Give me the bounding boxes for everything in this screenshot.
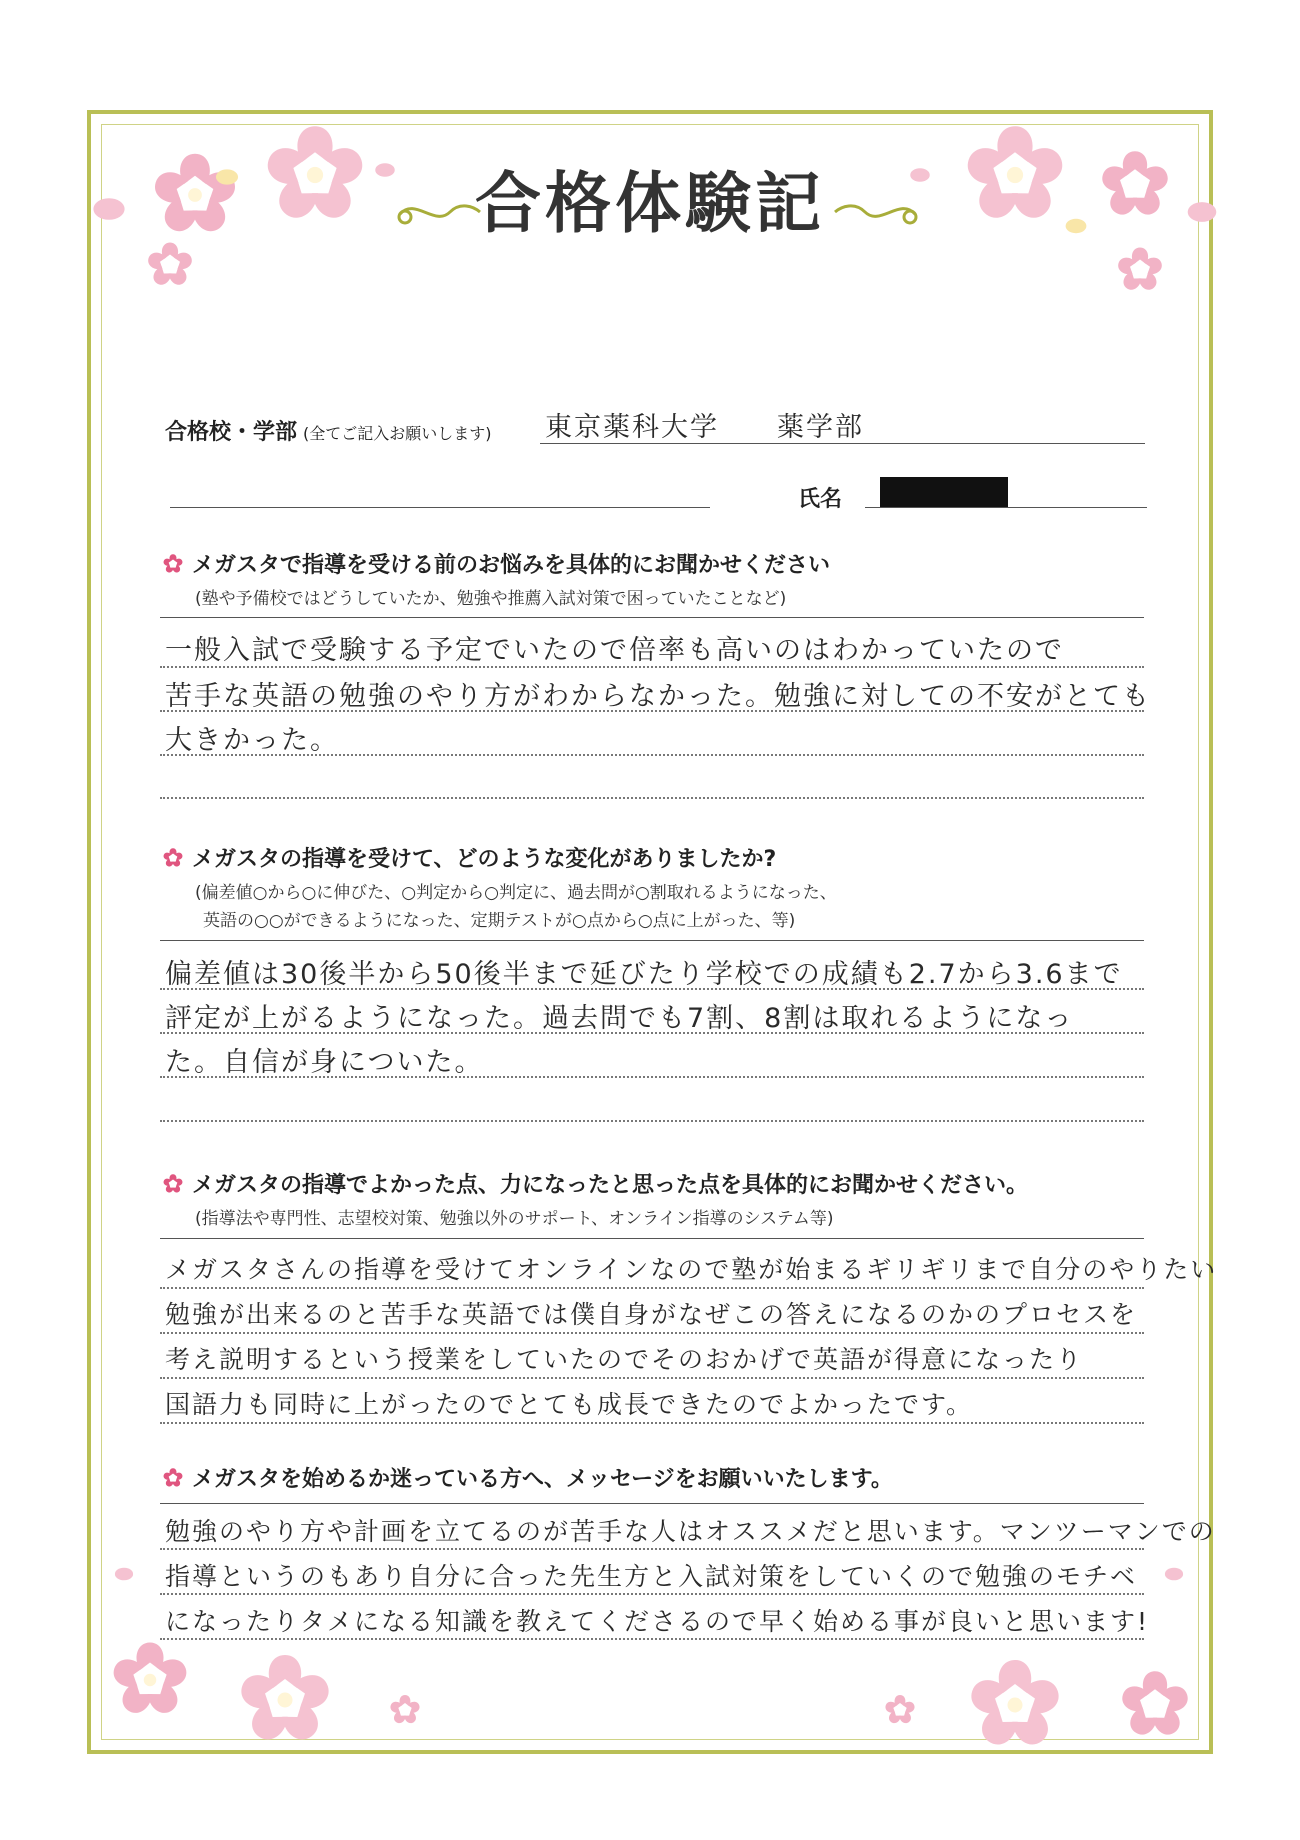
ruled-line xyxy=(160,988,1144,990)
sakura-flower-icon xyxy=(880,1690,920,1730)
school-line-2 xyxy=(170,507,710,508)
sakura-petal-icon xyxy=(1160,1560,1188,1588)
sakura-flower-icon xyxy=(1110,1660,1200,1750)
sakura-petal-icon xyxy=(110,1560,138,1588)
ruled-line xyxy=(160,1032,1144,1034)
ruled-line xyxy=(160,1548,1144,1550)
sakura-bullet-icon xyxy=(160,1171,186,1197)
ruled-line xyxy=(160,1120,1144,1122)
ruled-line xyxy=(160,1377,1144,1379)
section-2-top-line xyxy=(160,940,1144,941)
question-2-sub-2: 英語の○○ができるようになった、定期テストが○点から○点に上がった、等) xyxy=(203,911,796,931)
question-3-heading xyxy=(160,1168,1028,1199)
question-2-text: メガスタの指導を受けて、どのような変化がありましたか? xyxy=(192,847,777,872)
ruled-line xyxy=(160,1332,1144,1334)
school-label-text: 合格校・学部 xyxy=(165,420,298,445)
answer-3-line-1: メガスタさんの指導を受けてオンラインなので塾が始まるギリギリまで自分のやりたい xyxy=(165,1255,1218,1284)
sakura-flower-icon xyxy=(1110,240,1170,300)
question-1-sub: (塾や予備校ではどうしていたか、勉強や推薦入試対策で困っていたことなど) xyxy=(195,589,787,609)
question-3-text: メガスタの指導でよかった点、力になったと思った点を具体的にお聞かせください。 xyxy=(192,1173,1029,1198)
name-line xyxy=(865,507,1147,508)
question-4-heading xyxy=(160,1462,893,1493)
answer-1-line-3: 大きかった。 xyxy=(165,725,339,756)
answer-2-line-3: た。自信が身についた。 xyxy=(165,1047,484,1078)
school-value: 東京薬科大学 薬学部 xyxy=(545,412,864,443)
answer-1-line-1: 一般入試で受験する予定でいたので倍率も高いのはわかっていたので xyxy=(165,635,1064,666)
sakura-flower-icon xyxy=(385,1690,425,1730)
ruled-line xyxy=(160,754,1144,756)
school-note: (全てご記入お願いします) xyxy=(303,424,492,443)
school-label xyxy=(165,415,492,446)
question-2-heading xyxy=(160,842,776,873)
ruled-line xyxy=(160,1638,1144,1640)
sakura-bullet-icon xyxy=(160,1465,186,1491)
ruled-line xyxy=(160,1593,1144,1595)
ruled-line xyxy=(160,1422,1144,1424)
certificate-sheet xyxy=(87,110,1213,1754)
answer-2-line-1: 偏差値は30後半から50後半まで延びたり学校での成績も2.7から3.6まで xyxy=(165,959,1123,990)
inner-border xyxy=(101,124,1199,1740)
ruled-line xyxy=(160,710,1144,712)
question-1-text: メガスタで指導を受ける前のお悩みを具体的にお聞かせください xyxy=(192,553,831,578)
answer-3-line-3: 考え説明するという授業をしていたのでそのおかげで英語が得意になったり xyxy=(165,1345,1084,1374)
answer-3-line-2: 勉強が出来るのと苦手な英語では僕自身がなぜこの答えになるのかのプロセスを xyxy=(165,1300,1138,1329)
question-2-sub-1: (偏差値○から○に伸びた、○判定から○判定に、過去問が○割取れるようになった、 xyxy=(195,883,837,903)
sakura-bullet-icon xyxy=(160,845,186,871)
name-label: 氏名 xyxy=(798,487,843,512)
page-title: 合格体験記 xyxy=(475,164,825,242)
ruled-line xyxy=(160,666,1144,668)
section-3-top-line xyxy=(160,1238,1144,1239)
sakura-bullet-icon xyxy=(160,551,186,577)
ruled-line xyxy=(160,1076,1144,1078)
sakura-flower-icon xyxy=(225,1640,345,1760)
answer-2-line-2: 評定が上がるようになった。過去問でも7割、8割は取れるようになっ xyxy=(165,1003,1074,1034)
sakura-flower-icon xyxy=(955,1645,1075,1765)
answer-4-line-2: 指導というのもあり自分に合った先生方と入試対策をしていくので勉強のモチベ xyxy=(165,1562,1138,1591)
answer-4-line-1: 勉強のやり方や計画を立てるのが苦手な人はオススメだと思います。マンツーマンでの xyxy=(165,1517,1216,1546)
question-1-heading xyxy=(160,548,830,579)
answer-3-line-4: 国語力も同時に上がったのでとても成長できたのでよかったです。 xyxy=(165,1390,974,1419)
answer-4-line-3: になったりタメになる知識を教えてくださるので早く始める事が良いと思います! xyxy=(165,1607,1150,1636)
question-3-sub: (指導法や専門性、志望校対策、勉強以外のサポート、オンライン指導のシステム等) xyxy=(195,1209,834,1229)
school-line xyxy=(540,443,1145,444)
ruled-line xyxy=(160,1287,1144,1289)
question-4-text: メガスタを始めるか迷っている方へ、メッセージをお願いいたします。 xyxy=(192,1467,893,1492)
ruled-line xyxy=(160,797,1144,799)
redacted-name xyxy=(880,477,1008,507)
section-4-top-line xyxy=(160,1503,1144,1504)
sakura-flower-icon xyxy=(100,1630,200,1730)
answer-1-line-2: 苦手な英語の勉強のやり方がわからなかった。勉強に対しての不安がとても xyxy=(165,681,1151,712)
section-1-top-line xyxy=(160,617,1144,618)
